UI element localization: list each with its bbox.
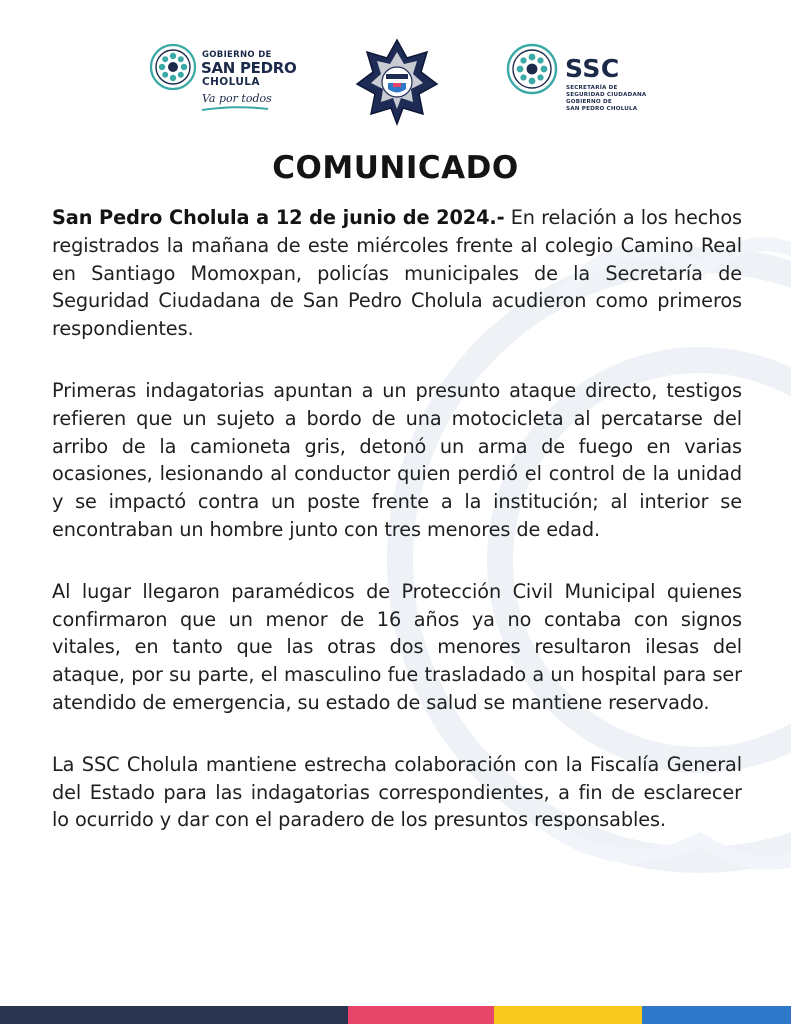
ssc-logo bbox=[505, 42, 655, 112]
footer-segment-pink bbox=[348, 1006, 494, 1024]
footer-segment-blue bbox=[642, 1006, 791, 1024]
slogan-swoosh-icon bbox=[200, 105, 270, 113]
flower-emblem-icon bbox=[148, 42, 198, 92]
paragraph-3: Al lugar llegaron paramédicos de Protección Civil Municipal quienes confirmaron que un menor de 16 años ya no contaba con signos vitales, en tanto que las otras dos menores resultaron ilesas del ataque, por su parte, el masculino fue trasladado a un hospital para ser atendido de emergencia, su estado de salud se mantiene reservado. bbox=[52, 579, 742, 714]
ssc-line3: GOBIERNO DE bbox=[566, 99, 612, 105]
gobierno-san-pedro-cholula-logo bbox=[148, 42, 318, 112]
header-logos bbox=[0, 38, 791, 128]
paragraph-4: La SSC Cholula mantiene estrecha colaboración con la Fiscalía General del Estado para las indagatorias correspondientes, a fin de esclarecer lo ocurrido y dar con el paradero de los presuntos responsables. bbox=[52, 752, 742, 832]
gobierno-line1: GOBIERNO DE bbox=[202, 50, 272, 60]
dateline: San Pedro Cholula a 12 de junio de 2024.- bbox=[52, 206, 505, 229]
footer-segment-yellow bbox=[494, 1006, 642, 1024]
police-star-badge-icon bbox=[355, 38, 439, 126]
paragraph-2: Primeras indagatorias apuntan a un presunto ataque directo, testigos refieren que un sujeto a bordo de una motocicleta al percatarse del arribo de la camioneta gris, detonó un arma de fuego en varias ocasiones, lesionando al conductor quien perdió el control de la unidad y se impactó contra un poste frente a la institución; al interior se encontraban un hombre junto con tres menores de edad. bbox=[52, 378, 742, 541]
document-title: COMUNICADO bbox=[272, 150, 519, 186]
ssc-subtitle bbox=[566, 85, 646, 113]
paragraph-1-text: En relación a los hechos registrados la mañana de este miércoles frente al colegio Camino Real en Santiago Momoxpan, policías municipales de la Secretaría de Seguridad Ciudadana de San Pedro Cholula acudieron como primeros respondientes. bbox=[52, 206, 742, 341]
footer-color-bar bbox=[0, 1006, 791, 1024]
document-body bbox=[52, 204, 742, 868]
ssc-flower-emblem-icon bbox=[505, 42, 559, 96]
footer-segment-navy bbox=[0, 1006, 348, 1024]
gobierno-line3: CHOLULA bbox=[202, 76, 260, 88]
paragraph-1 bbox=[52, 204, 742, 343]
ssc-line1: SECRETARÍA DE bbox=[566, 85, 618, 91]
ssc-line2: SEGURIDAD CIUDADANA bbox=[566, 92, 647, 98]
ssc-acronym: SSC bbox=[565, 54, 620, 83]
ssc-line4: SAN PEDRO CHOLULA bbox=[566, 106, 638, 112]
gobierno-slogan: Va por todos bbox=[202, 92, 272, 105]
gobierno-line2: SAN PEDRO bbox=[201, 59, 297, 77]
